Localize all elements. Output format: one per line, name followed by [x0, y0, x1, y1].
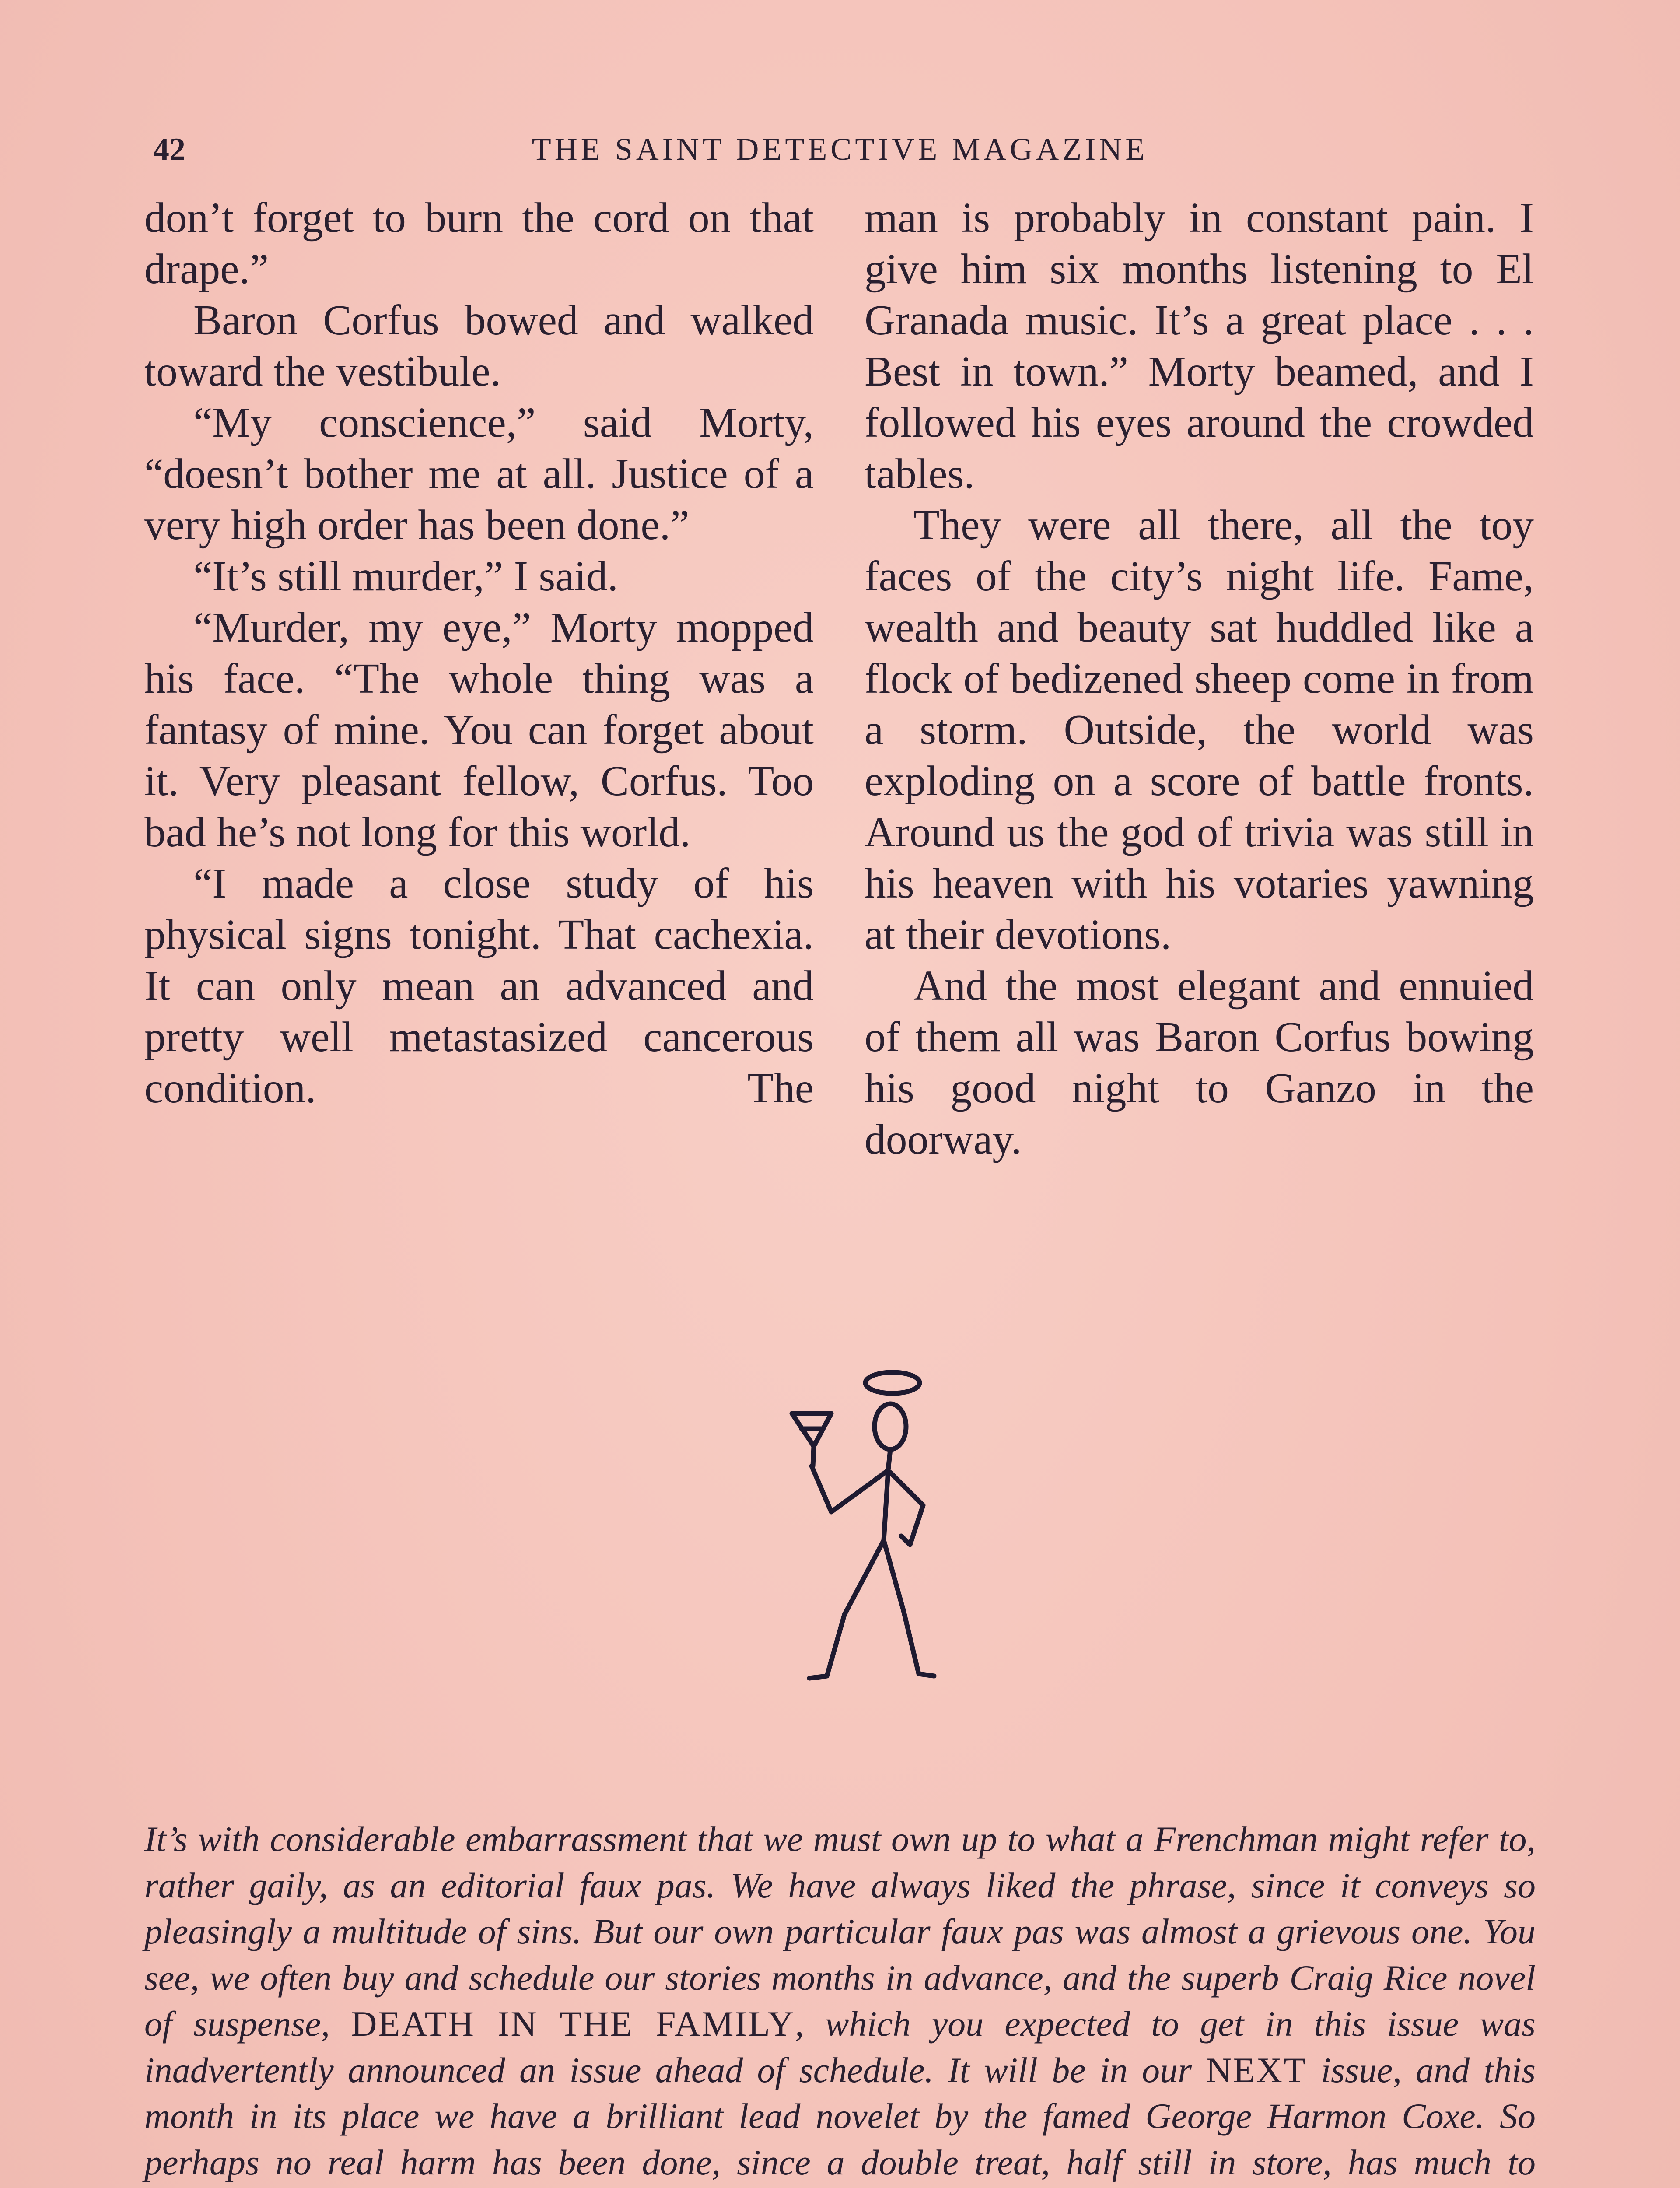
paragraph: “Murder, my eye,” Morty mopped his face. “The whole thing was a fantasy of mine. You can forget about it. Very pleasant fellow, Corfus. Too bad he’s not long for this world.	[144, 604, 814, 856]
paragraph: They were all there, all the toy faces of the city’s night life. Fame, wealth and beauty sat huddled like a flock of bedizened sheep come in from a storm. Outside, the world was exploding on a score of battle fronts. Around us the god of trivia was still in his heaven with his votaries yawning at their devotions.	[864, 501, 1534, 958]
paragraph: And the most elegant and ennuied of them all was Baron Corfus bowing his good night to Ganzo in the doorway.	[864, 962, 1534, 1163]
note-text: It’s with considerable embarrassment that we must own up to what a Frenchman might refer to, rather gaily, as an editorial faux pas. We have always liked the phrase, since it conveys so pleasingly a multitude of sins. But our own particular faux pas was almost a grievous one. You see, we often buy and schedule our stories months in advance, and the superb Craig Rice novel of suspense,	[144, 1819, 1536, 2044]
note-text: , which you expected to get in this issue was inadvertently announced an issue ahead of schedule. It will be in our	[144, 2004, 1536, 2090]
paragraph: “I made a close study of his physical signs tonight. That cachexia. It can only mean an advanced and pretty well metastasized cancerous condition. The	[144, 860, 814, 1112]
right-column	[864, 193, 1534, 1165]
page-header	[144, 131, 1536, 175]
paragraph: “It’s still murder,” I said.	[193, 553, 618, 600]
editorial-note	[144, 1816, 1536, 2188]
book-title: DEATH IN THE FAMILY	[351, 2004, 795, 2044]
paragraph: man is probably in constant pain. I give him six months listening to El Granada music. It’s a great place . . . Best in town.” Morty beamed, and I followed his eyes around the crowded tables.	[864, 194, 1534, 498]
paragraph: “My conscience,” said Morty, “doesn’t bother me at all. Justice of a very high order has been done.”	[144, 399, 814, 549]
magazine-title: THE SAINT DETECTIVE MAGAZINE	[532, 132, 1148, 167]
paragraph: don’t forget to burn the cord on that drape.”	[144, 194, 814, 293]
paragraph: Baron Corfus bowed and walked toward the vestibule.	[144, 297, 814, 395]
left-column	[144, 193, 814, 1114]
saint-stick-figure-icon	[779, 1357, 945, 1689]
note-text: issue, and this month in its place we have a brilliant lead novelet by the famed George Harmon Coxe. So perhaps no real harm has been done, since a double treat, half still in store, has much to	[144, 2050, 1536, 2182]
page-number: 42	[153, 132, 186, 168]
next-word: NEXT	[1206, 2050, 1307, 2090]
